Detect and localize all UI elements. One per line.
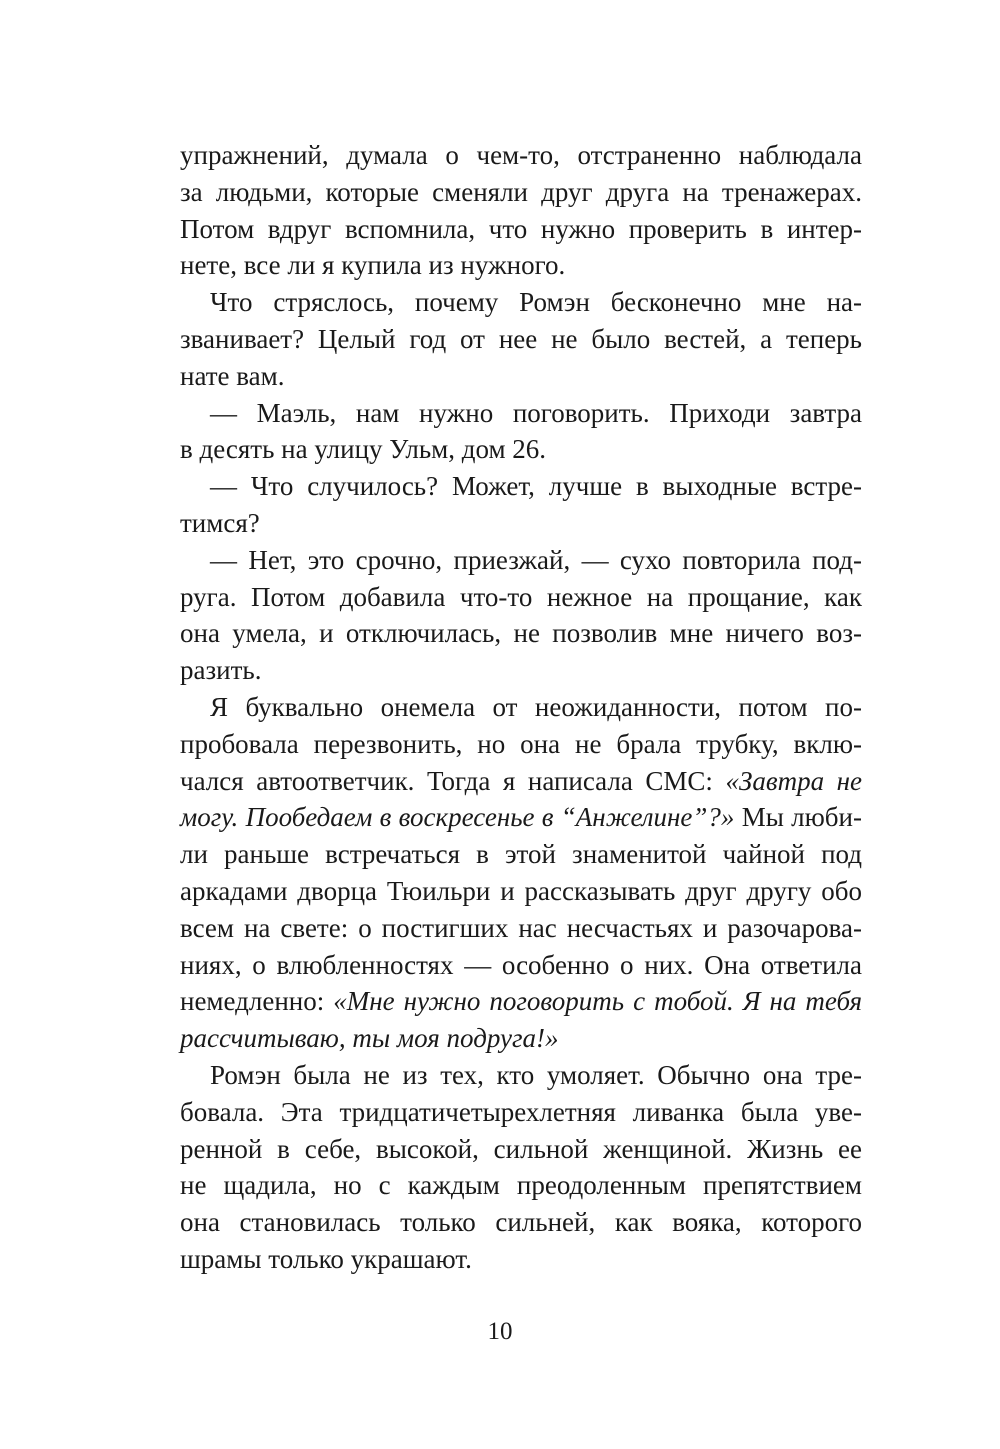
text-line: бовала. Эта тридцатичетырехлетняя ливанка была уве- [180,1096,862,1127]
text-line: ниях, о влюбленностях — особенно о них. Она ответила [180,949,862,980]
text-line: шрамы только украшают. [180,1243,472,1274]
text-line: в десять на улицу Ульм, дом 26. [180,434,547,465]
text-line: Что стряслось, почему Ромэн бесконечно мне на- [210,287,862,318]
italic-quote: могу. Пообедаем в воскресенье в “Анжелине”?» [180,802,735,833]
text-line: за людьми, которые сменяли друг друга на тренажерах. [180,176,862,207]
page-number: 10 [487,1318,513,1345]
text-line: тимся? [180,507,260,538]
text-line: Я буквально онемела от неожиданности, потом по- [210,691,862,722]
text-line: пробовала перезвонить, но она не брала трубку, вклю- [180,728,862,759]
text-line: аркадами дворца Тюильри и рассказывать друг другу обо [180,875,862,906]
text-line: званивает? Целый год от нее не было вестей, а теперь [180,323,862,354]
text-line: упражнений, думала о чем-то, отстраненно наблюдала [180,140,862,170]
text-line [180,1020,862,1057]
text-run: чался автоответчик. Тогда я написала СМС: [180,765,726,796]
italic-quote: «Мне нужно поговорить с тобой. Я на тебя [333,986,862,1017]
text-line: не щадила, но с каждым преодоленным препятствием [180,1170,862,1201]
text-line [180,763,862,800]
text-line: она умела, и отключилась, не позволив мне ничего воз- [180,618,862,649]
text-line [180,983,862,1020]
text-line: ли раньше встречаться в этой знаменитой чайной под [180,839,862,870]
text-line: — Маэль, нам нужно поговорить. Приходи завтра [210,397,862,428]
text-run: немедленно: [180,986,334,1017]
text-line: всем на свете: о постигших нас несчастьях и разочарова- [180,912,862,943]
italic-quote: «Завтра не [725,765,862,796]
text-line: — Что случилось? Может, лучше в выходные встре- [210,471,862,502]
italic-quote: рассчитываю, ты моя подруга!» [180,1023,559,1054]
text-run: Мы люби- [734,802,862,833]
text-line: она становилась только сильней, как вояка, которого [180,1207,862,1238]
text-line: нете, все ли я купила из нужного. [180,250,566,281]
text-line: — Нет, это срочно, приезжай, — сухо повторила под- [210,544,862,575]
text-line: ренной в себе, высокой, сильной женщиной. Жизнь ее [180,1133,862,1164]
body-text [180,137,862,1278]
text-line [180,799,862,836]
text-line: Потом вдруг вспомнила, что нужно проверить в интер- [180,213,862,244]
text-line: руга. Потом добавила что-то нежное на прощание, как [180,581,862,612]
text-line: разить. [180,655,262,686]
text-line: нате вам. [180,360,285,391]
text-line: Ромэн была не из тех, кто умоляет. Обычно она тре- [210,1059,862,1090]
